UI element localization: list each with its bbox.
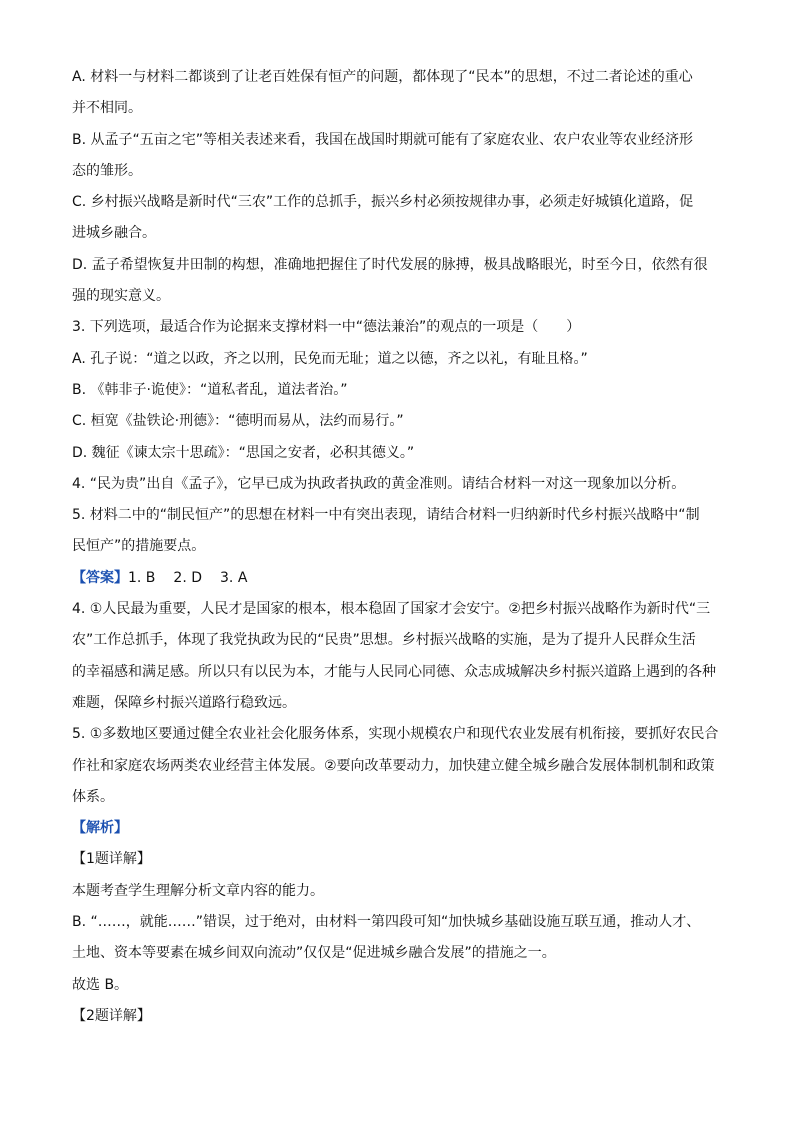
question-3-option-b: B. 《韩非子·诡使》：“道私者乱，道法者治。”: [72, 381, 348, 398]
analysis-q2-title: 【2题详解】: [72, 1007, 151, 1024]
answer-4-line-2: 农”工作总抓手，体现了我党执政为民的“民贵”思想。乡村振兴战略的实施，是为了提升人民群众生活: [72, 632, 696, 649]
answer-5-line-2: 作社和家庭农场两类农业经营主体发展。②要向改革要动力，加快建立健全城乡融合发展体制机制和政策: [72, 757, 715, 774]
analysis-q1-line-4: 故选 B。: [72, 976, 129, 993]
question-3-option-c: C. 桓宽《盐铁论·刑德》：“德明而易从，法约而易行。”: [72, 413, 404, 430]
answer-4-line-4: 难题，保障乡村振兴道路行稳致远。: [72, 694, 296, 711]
option-d-line-1: D. 孟子希望恢复井田制的构想，准确地把握住了时代发展的脉搏，极具战略眼光，时至今日，依然有很: [72, 256, 708, 273]
question-4-stem: 4. “民为贵”出自《孟子》，它早已成为执政者执政的黄金准则。请结合材料一对这一现象加以分析。: [72, 475, 686, 492]
option-c-line-2: 进城乡融合。: [72, 225, 156, 242]
question-3-option-d: D. 魏征《谏太宗十思疏》：“思国之安者，必积其德义。”: [72, 444, 415, 461]
answer-row: [72, 563, 722, 594]
answer-4-line-3: 的幸福感和满足感。所以只有以民为本，才能与人民同心同德、众志成城解决乡村振兴道路上遇到的各种: [72, 663, 716, 680]
analysis-q1-title: 【1题详解】: [72, 851, 151, 868]
analysis-q1-line-1: 本题考查学生理解分析文章内容的能力。: [72, 882, 324, 899]
analysis-label: 【解析】: [72, 820, 128, 837]
answer-item-1: 1. B: [128, 569, 156, 586]
answer-4-line-1: 4. ①人民最为重要，人民才是国家的根本，根本稳固了国家才会安宁。②把乡村振兴战略作为新时代“三: [72, 601, 711, 618]
option-c-line-1: C. 乡村振兴战略是新时代“三农”工作的总抓手，振兴乡村必须按规律办事，必须走好城镇化道路，促: [72, 194, 694, 211]
analysis-q1-line-2: B. “……，就能……”错误，过于绝对，由材料一第四段可知“加快城乡基础设施互联互通，推动人才、: [72, 914, 701, 931]
document-page: [72, 62, 722, 1032]
answer-item-2: 2. D: [173, 569, 203, 586]
option-b-line-2: 态的雏形。: [72, 162, 142, 179]
option-a-line-2: 并不相同。: [72, 100, 142, 117]
question-5-stem-line-1: 5. 材料二中的“制民恒产”的思想在材料一中有突出表现，请结合材料一归纳新时代乡村振兴战略中“制: [72, 507, 700, 524]
answer-5-line-3: 体系。: [72, 788, 114, 805]
answer-label: 【答案】: [72, 569, 128, 586]
option-d-line-2: 强的现实意义。: [72, 288, 170, 305]
option-b-line-1: B. 从孟子“五亩之宅”等相关表述来看，我国在战国时期就可能有了家庭农业、农户农业等农业经济形: [72, 131, 694, 148]
question-5-stem-line-2: 民恒产”的措施要点。: [72, 538, 206, 555]
question-3-stem: 3. 下列选项，最适合作为论据来支撑材料一中“德法兼治”的观点的一项是（ ）: [72, 319, 581, 336]
analysis-q1-line-3: 土地、资本等要素在城乡间双向流动”仅仅是“促进城乡融合发展”的措施之一。: [72, 945, 556, 962]
option-a-line-1: A. 材料一与材料二都谈到了让老百姓保有恒产的问题，都体现了“民本”的思想，不过二者论述的重心: [72, 69, 693, 85]
answer-5-line-1: 5. ①多数地区要通过健全农业社会化服务体系，实现小规模农户和现代农业发展有机衔接，要抓好农民合: [72, 726, 719, 743]
answer-item-3: 3. A: [220, 569, 248, 586]
question-3-option-a: A. 孔子说：“道之以政，齐之以刑，民免而无耻；道之以德，齐之以礼，有耻且格。”: [72, 350, 588, 367]
